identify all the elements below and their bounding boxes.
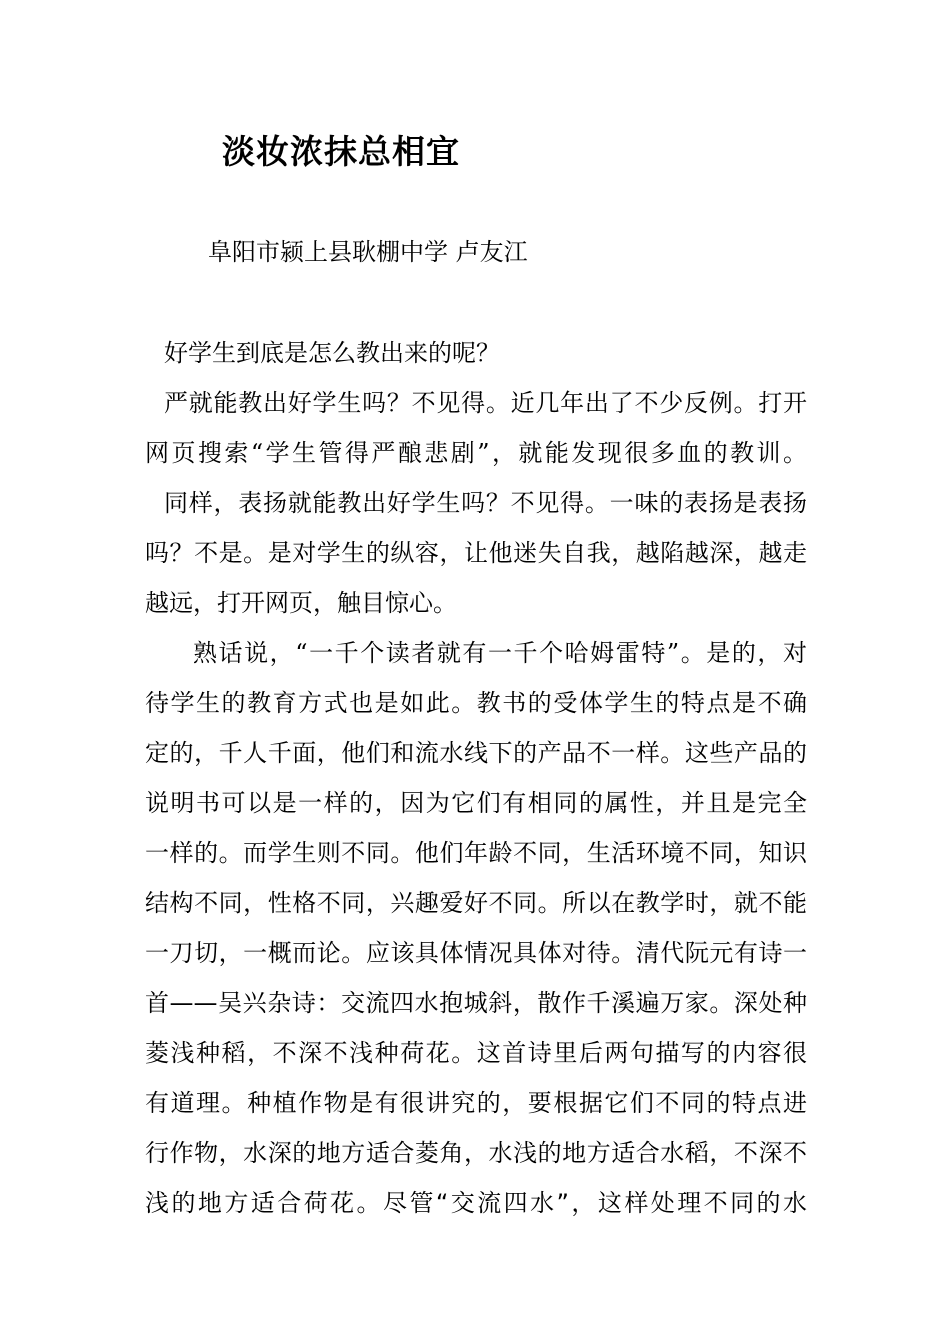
text-line: 定的，千人千面，他们和流水线下的产品不一样。这些产品的 [145,739,807,767]
text-line [145,978,807,1028]
text-segment: 一刀切，一概而论。应该具体情况具体对待。清代阮元 [145,939,734,967]
text-line: 严就能教出好学生吗？不见得。近几年出了不少反例。打开 [164,389,807,417]
text-line: 越远，打开网页，触目惊心。 [145,589,457,617]
text-segment: 交流四水抱城斜，散作千溪遍万家。深处种 [340,989,808,1017]
text-line: 有道理。种植作物是有很讲究的，要根据它们不同的特点进 [145,1089,807,1117]
text-line [145,928,807,978]
text-line: 同样，表扬就能教出好学生吗？不见得。一味的表扬是表扬 [164,489,807,517]
text-segment: 吴兴杂诗： [217,989,341,1017]
text-line: 吗？不是。是对学生的纵容，让他迷失自我，越陷越深，越走 [145,539,807,567]
text-line: 好学生到底是怎么教出来的呢？ [164,339,500,367]
text-line: 网页搜索“学生管得严酿悲剧”，就能发现很多血的教训。 [145,439,807,467]
text-line: 一样的。而学生则不同。他们年龄不同，生活环境不同，知识 [145,839,807,867]
text-line: 熟话说，“一千个读者就有一千个哈姆雷特”。是的，对 [193,639,807,667]
text-line: 行作物，水深的地方适合菱角，水浅的地方适合水稻，不深不 [145,1139,807,1167]
document-body [145,328,807,1228]
document-title: 淡妆浓抹总相宜 [222,132,460,171]
text-line: 浅的地方适合荷花。尽管“交流四水”，这样处理不同的水 [145,1189,807,1217]
text-line: 结构不同，性格不同，兴趣爱好不同。所以在教学时，就不能 [145,889,807,917]
text-segment: 有诗一 [733,939,807,967]
text-line: 待学生的教育方式也是如此。教书的受体学生的特点是不确 [145,689,807,717]
text-line: 菱浅种稻，不深不浅种荷花。这首诗里后两句描写的内容很 [145,1039,807,1067]
text-segment: 首—— [145,989,218,1017]
author-line: 阜阳市颍上县耿棚中学 卢友江 [208,238,528,266]
text-line: 说明书可以是一样的，因为它们有相同的属性，并且是完全 [145,789,807,817]
